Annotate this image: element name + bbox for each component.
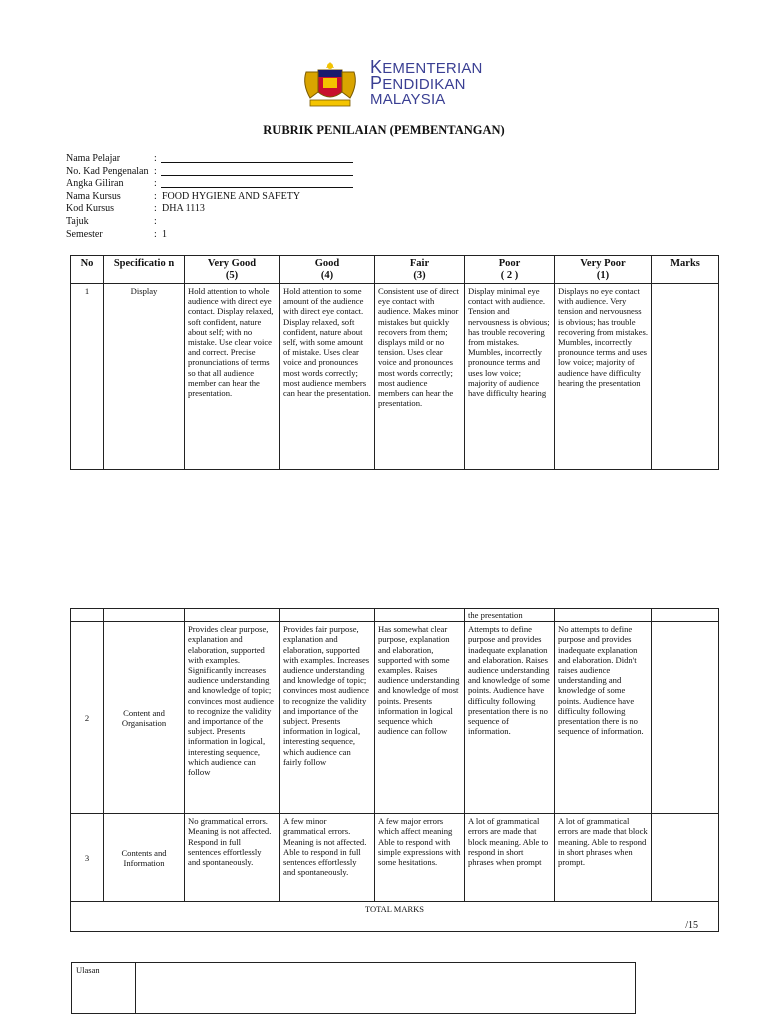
- row1-poor: Display minimal eye contact with audience. Tension and nervousness is obvious; has trouble recovering from mistakes. Mumbles, incorrectly pronounce terms and uses low voice; majority of audience have difficulty hearing: [465, 284, 555, 470]
- logo-line3: MALAYSIA: [370, 91, 446, 108]
- rubric-table-part2: [70, 608, 719, 932]
- table-row: [71, 622, 719, 814]
- row1-poor-continued: the presentation: [465, 609, 555, 622]
- total-out-of: /15: [685, 920, 698, 932]
- row1-very-good: Hold attention to whole audience with direct eye contact. Display relaxed, soft confident, nature about self; with no mistake. Use clear voice and correct. Precise pronunciations of terms so that all audience member can hear the presentation.: [185, 284, 280, 470]
- ulasan-input[interactable]: [137, 963, 635, 1013]
- logo-initial-p: P: [370, 73, 383, 93]
- row2-marks[interactable]: [652, 622, 719, 814]
- row1-no: 1: [71, 284, 104, 470]
- row2-poor: Attempts to define purpose and provides inadequate explanation and elaboration. Raises audience understanding and knowledge of some points. Audience have difficulty following presentation there is no sequence of information.: [465, 622, 555, 814]
- header-very-poor: Very Poor (1): [555, 256, 652, 284]
- row2-very-good: Provides clear purpose, explanation and elaboration, supported with examples. Significantly increases audience understanding and knowledge of topic; convinces most audience to recognize the validity and importance of the subject. Presents information in logical, interesting sequence, which audience can follow: [185, 622, 280, 814]
- row3-very-good: No grammatical errors. Meaning is not affected. Respond in full sentences effortlessly and spontaneously.: [185, 814, 280, 902]
- malaysia-crest-icon: [300, 58, 360, 110]
- row2-good: Provides fair purpose, explanation and elaboration, supported with examples. Increases audience understanding and knowledge of topic; convinces most audience to recognize the validity and importance of the subject. Presents information in logical, interesting sequence, which audience can fairly follow: [280, 622, 375, 814]
- row3-no: 3: [71, 814, 104, 902]
- row3-very-poor: A lot of grammatical errors are made that block meaning. Able to respond in short phrases when prompt.: [555, 814, 652, 902]
- logo-line1: EMENTERIAN: [382, 60, 483, 77]
- header-poor: Poor ( 2 ): [465, 256, 555, 284]
- table-row: [71, 814, 719, 902]
- row1-good: Hold attention to some amount of the audience with direct eye contact. Display relaxed, soft confident, nature about self, with some amount of mistake. Uses clear voice and pronounces most words correctly; most audience members can hear the presentation.: [280, 284, 375, 470]
- ulasan-label: Ulasan: [72, 963, 136, 1013]
- row1-very-poor: Displays no eye contact with audience. Very tension and nervousness is obvious; has trouble recovering from mistakes. Mumbles, incorrectly pronounce terms and uses low voice; majority of audience have difficulty hearing the presentation: [555, 284, 652, 470]
- page-title: RUBRIK PENILAIAN (PEMBENTANGAN): [263, 123, 505, 137]
- total-marks-label: TOTAL MARKS: [364, 904, 425, 915]
- row2-fair: Has somewhat clear purpose, explanation and elaboration, supported with some examples. Raises audience understanding and knowledge of most points. Presents information in logical sequence which audience can follow: [375, 622, 465, 814]
- row3-spec: Contents and Information: [104, 814, 185, 902]
- row3-good: A few minor grammatical errors. Meaning is not affected. Able to respond in full sentences effortlessly and spontaneously.: [280, 814, 375, 902]
- kod-kursus-value: DHA 1113: [162, 203, 205, 215]
- row3-poor: A lot of grammatical errors are made that block meaning. Able to respond in short phrases when prompt: [465, 814, 555, 902]
- header-marks: Marks: [652, 256, 719, 284]
- header-fair: Fair (3): [375, 256, 465, 284]
- total-row: [71, 902, 719, 932]
- ulasan-box: [71, 962, 636, 1014]
- no-kad-input[interactable]: [161, 175, 353, 176]
- angka-giliran-input[interactable]: [161, 187, 353, 188]
- row3-fair: A few major errors which affect meaning Able to respond with simple expressions with some hesitations.: [375, 814, 465, 902]
- row1-fair: Consistent use of direct eye contact with audience. Makes minor mistakes but quickly recovers from them; displays mild or no tension. Uses clear voice and pronounces most words correctly; most audience members can hear the presentation.: [375, 284, 465, 470]
- row2-spec: Content and Organisation: [104, 622, 185, 814]
- nama-pelajar-input[interactable]: [161, 162, 353, 163]
- row3-marks[interactable]: [652, 814, 719, 902]
- total-marks-cell: [71, 902, 719, 932]
- row2-no: 2: [71, 622, 104, 814]
- table-row: [71, 284, 719, 470]
- header-row: [71, 256, 719, 284]
- row2-very-poor: No attempts to define purpose and provides inadequate explanation and elaboration. Didn't raises audience understanding and knowledge of some points. Audience have difficulty following presentation there is no sequence of information.: [555, 622, 652, 814]
- row1-marks[interactable]: [652, 284, 719, 470]
- table-row-continued: [71, 609, 719, 622]
- header-spec: Specificatio n: [104, 256, 185, 284]
- header-good: Good (4): [280, 256, 375, 284]
- logo-initial-k: K: [370, 57, 383, 77]
- logo-line2: ENDIDIKAN: [382, 76, 466, 93]
- header-very-good: Very Good (5): [185, 256, 280, 284]
- ministry-logo: [300, 58, 490, 110]
- ministry-name: [370, 57, 483, 108]
- header-no: No: [71, 256, 104, 284]
- rubric-table-part1: [70, 255, 719, 470]
- nama-kursus-value: FOOD HYGIENE AND SAFETY: [162, 190, 301, 202]
- semester-value: 1: [162, 228, 167, 240]
- row1-spec: Display: [104, 284, 185, 470]
